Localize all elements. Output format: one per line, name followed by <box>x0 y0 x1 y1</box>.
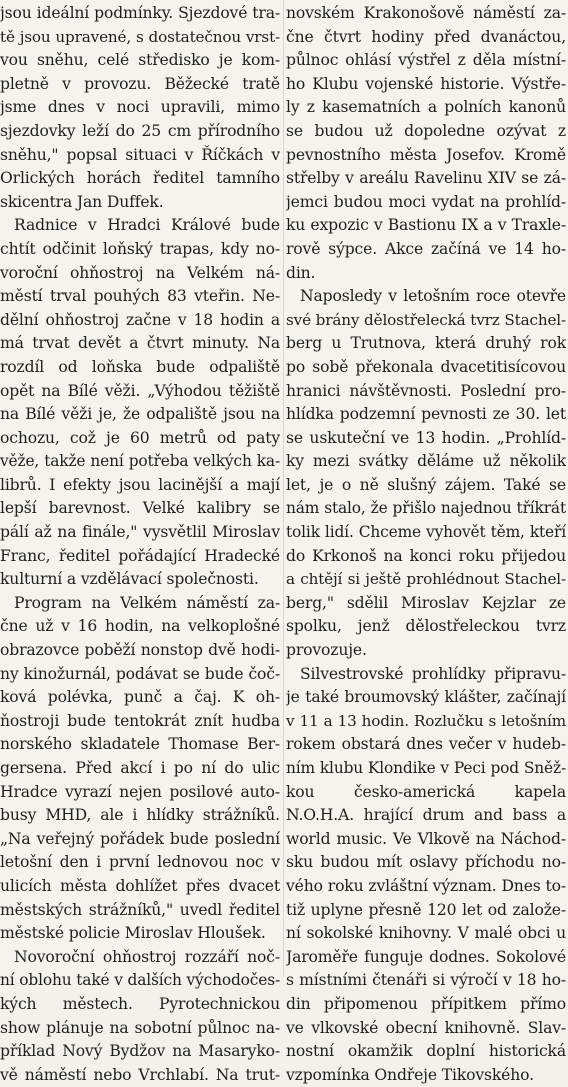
article-text-line: Jaroměře funguje dodnes. Sokolové <box>286 947 566 966</box>
article-text-line: sku budou mít oslavy příchodu no- <box>286 853 566 872</box>
article-text-line: N.O.H.A. hrající drum and bass a <box>286 806 566 825</box>
article-text-line: věže, takže není potřeba velkých ka- <box>0 452 280 471</box>
article-text-line: své brány dělostřelecká tvrz Stachel- <box>286 310 566 329</box>
article-text-line: ho Klubu vojenské historie. Výstře- <box>286 74 566 93</box>
article-text-line: ní sokolské knihovny. V malé obci u <box>286 924 566 943</box>
article-text-line: městí trval pouhých 83 vteřin. Ne- <box>0 287 280 306</box>
article-text-line: v 11 a 13 hodin. Rozlučku s letošním <box>286 711 566 730</box>
article-text-line: je také broumovský klášter, začínají <box>286 688 566 707</box>
article-text-line: world music. Ve Vlkově na Náchod- <box>286 829 566 848</box>
article-text-line: letošní den i první lednovou noc v <box>0 853 280 872</box>
article-text-line: ly z kasematních a polních kanonů <box>286 98 566 117</box>
article-text-line: nostní okamžik doplní historická <box>286 1042 566 1061</box>
article-text-line: Orlických horách ředitel tamního <box>0 169 280 188</box>
article-text-line: nám stalo, že přišlo najednou tříkrát <box>286 499 566 518</box>
article-text-line: vou sněhu, celé středisko je kom- <box>0 51 280 70</box>
article-text-line: dělní ohňostroj začne v 18 hodin a <box>0 310 280 329</box>
article-text-line: příklad Nový Bydžov na Masaryko- <box>0 1042 280 1061</box>
article-text-line: voroční ohňostroj na Velkém ná- <box>0 263 280 282</box>
column-divider <box>283 0 284 977</box>
article-text-line: do Krkonoš na konci roku přijedou <box>286 546 566 565</box>
article-text-line: hranici návštěvnosti. Poslední pro- <box>286 381 566 400</box>
article-text-line: ním klubu Klondike v Peci pod Sněž- <box>286 759 566 777</box>
article-text-line: čne už v 16 hodin, na velkoplošné <box>0 617 280 636</box>
article-text-line: Program na Velkém náměstí za- <box>14 593 280 612</box>
article-text-line: pletně v provozu. Běžecké tratě <box>0 74 280 93</box>
article-text-line: rokem obstará dnes večer v hudeb- <box>286 735 566 754</box>
article-text-line: Franc, ředitel pořádající Hradecké <box>0 546 280 565</box>
article-text-line: hlídka podzemní pevnosti ze 30. let <box>286 405 566 424</box>
article-text-line: din připomenou přípitkem přímo <box>286 994 566 1013</box>
article-text-line: ky mezi svátky děláme už několik <box>286 452 566 471</box>
article-text-line: vě náměstí nebo Vrchlabí. Na trut- <box>0 1065 280 1084</box>
article-text-line: tě jsou upravené, s dostatečnou vrst- <box>0 27 280 46</box>
article-text-line: vzpomínka Ondřeje Tikovského. <box>286 1065 534 1084</box>
article-text-line: rově sýpce. Akce začíná ve 14 ho- <box>286 239 566 258</box>
article-text-line: din. <box>286 263 316 282</box>
article-text-line: městské policie Miroslav Hloušek. <box>0 924 266 943</box>
article-text-line: spolku, jenž dělostřeleckou tvrz <box>286 617 566 636</box>
article-text-line: a chtějí si ještě prohlédnout Stachel- <box>286 570 566 589</box>
article-text-line: sjezdovky leží do 25 cm přírodního <box>0 121 280 140</box>
article-text-line: opět na Bílé věži. „Výhodou těžiště <box>0 381 280 400</box>
article-text-line: librů. I efekty jsou lacinější a mají <box>0 475 280 494</box>
article-text-line: jsou ideální podmínky. Sjezdové tra- <box>0 4 280 22</box>
article-text-line: ulicích města dohlížet přes dvacet <box>0 876 280 895</box>
article-text-line: jemci budou moci vydat na prohlíd- <box>286 192 566 211</box>
article-text-line: po sobě překonala dvacetitisícovou <box>286 357 566 376</box>
article-text-line: Hradce vyrazí nejen posilové auto- <box>0 782 280 801</box>
article-text-line: na Bílé věži je, že odpaliště jsou na <box>0 405 280 424</box>
article-text-line: Radnice v Hradci Králové bude <box>14 216 280 235</box>
article-text-line: pálí až na finále," vysvětlil Miroslav <box>0 523 280 542</box>
article-text-line: provozuje. <box>286 641 367 660</box>
article-text-line: kulturní a vzdělávací společnosti. <box>0 570 259 589</box>
article-text-line: Naposledy v letošním roce otevře <box>300 287 566 306</box>
article-text-line: tolik lidí. Chceme vyhovět těm, kteří <box>286 523 566 542</box>
article-text-line: novském Krakonošově náměstí za- <box>286 4 566 22</box>
article-column-left <box>0 2 280 1087</box>
article-text-line: chtít odčinit loňský trapas, kdy no- <box>0 239 280 258</box>
article-text-line: jsme dnes v noci upravili, mimo <box>0 98 280 117</box>
article-text-line: skicentra Jan Duffek. <box>0 192 164 211</box>
article-text-line: čne čtvrt hodiny před dvanáctou, <box>286 27 566 46</box>
article-text-line: „Na veřejný pořádek bude poslední <box>0 829 280 848</box>
article-text-line: ku expozic v Bastionu IX a v Traxle- <box>286 216 566 235</box>
article-text-line: vého roku zvláštní význam. Dnes to- <box>286 876 566 895</box>
article-text-line: busy MHD, ale i hlídky strážníků. <box>0 806 280 825</box>
article-text-line: kých městech. Pyrotechnickou <box>0 994 280 1013</box>
article-text-line: obrazovce poběží nonstop dvě hodi- <box>0 641 280 660</box>
article-column-right <box>286 2 566 1087</box>
article-text-line: půlnoc ohlásí výstřel z děla místní- <box>286 51 566 70</box>
article-text-line: show plánuje na sobotní půlnoc na- <box>0 1018 280 1037</box>
article-text-line: se uskuteční ve 13 hodin. „Prohlíd- <box>286 428 566 447</box>
article-text-line: lepší barevnost. Velké kalibry se <box>0 499 280 518</box>
article-text-line: střelby v areálu Ravelinu XIV se zá- <box>286 169 566 188</box>
article-text-line: pevnostního města Josefov. Kromě <box>286 145 566 164</box>
article-text-line: tiž uplyne přesně 120 let od založe- <box>286 900 566 919</box>
article-text-line: ková polévka, punč a čaj. K oh- <box>0 688 280 707</box>
article-text-line: ny kinožurnál, podávat se bude čoč- <box>0 664 280 683</box>
article-text-line: Novoroční ohňostroj rozzáří noč- <box>14 947 280 966</box>
article-text-line: sněhu," popsal situaci v Říčkách v <box>0 145 280 164</box>
article-text-line: rozdíl od loňska bude odpaliště <box>0 357 280 376</box>
article-text-line: berg," sdělil Miroslav Kejzlar ze <box>286 593 566 612</box>
article-text-line: městských strážníků," uvedl ředitel <box>0 900 280 919</box>
article-text-line: norského skladatele Thomase Ber- <box>0 735 280 754</box>
article-text-line: berg u Trutnova, která druhý rok <box>286 334 566 353</box>
article-text-line: se budou už dopoledne ozývat z <box>286 121 566 140</box>
article-text-line: s místními čtenáři si výročí v 18 ho- <box>286 971 566 990</box>
article-text-line: gersena. Před akcí i po ní do ulic <box>0 759 280 777</box>
article-text-line: kou česko-americká kapela <box>286 782 566 801</box>
article-text-line: má trvat devět a čtvrt minuty. Na <box>0 334 280 353</box>
article-text-line: ní oblohu také v dalších východočes- <box>0 971 280 990</box>
article-text-line: let, je o ně slušný zájem. Také se <box>286 475 566 494</box>
article-text-line: Silvestrovské prohlídky připravu- <box>300 664 566 683</box>
article-text-line: ochozu, což je 60 metrů od paty <box>0 428 280 447</box>
article-text-line: ňostroji bude tentokrát znít hudba <box>0 711 280 730</box>
article-text-line: ve vlkovské obecní knihovně. Slav- <box>286 1018 566 1037</box>
